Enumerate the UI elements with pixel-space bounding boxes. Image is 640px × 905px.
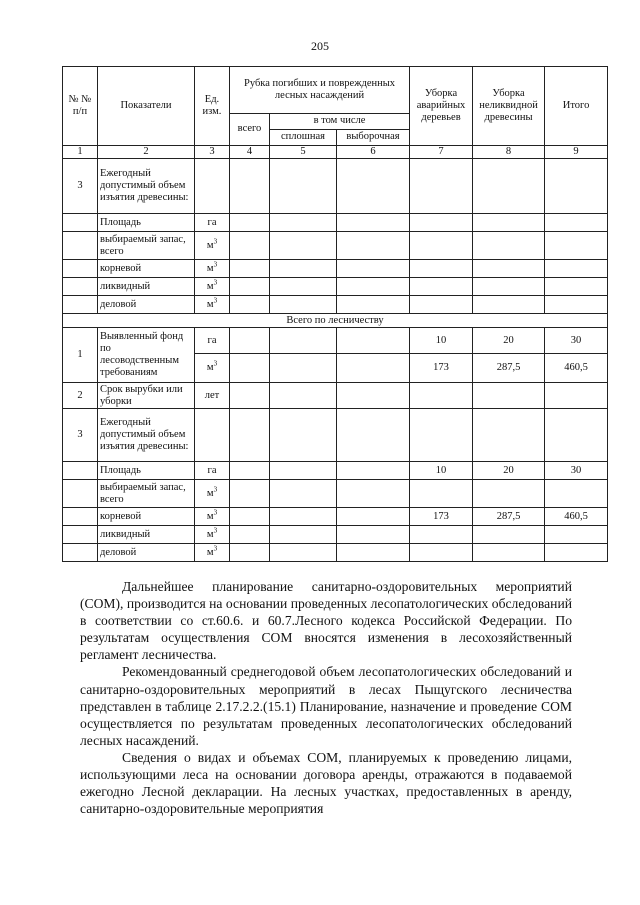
value-cell (410, 278, 473, 296)
value-cell (545, 159, 608, 214)
header-continuous: сплошная (270, 130, 337, 146)
section-title: Всего по лесничеству (63, 314, 608, 328)
unit-superscript: 3 (213, 359, 218, 368)
empty-cell (230, 328, 270, 354)
row-number: 1 (63, 328, 98, 383)
unit-cell (195, 409, 230, 462)
empty-cell (270, 159, 337, 214)
empty-cell (337, 462, 410, 480)
unit-text: м (206, 546, 214, 558)
value-cell (410, 409, 473, 462)
empty-cell (337, 232, 410, 260)
col-number: 5 (270, 146, 337, 159)
empty-cell (337, 260, 410, 278)
value-cell (545, 383, 608, 409)
unit-cell (195, 462, 230, 480)
value-cell (473, 296, 545, 314)
header-logging: Рубка погибших и поврежденных лесных насаждений (230, 67, 410, 114)
unit-superscript: 3 (213, 260, 218, 269)
row-label: Ежегодный допустимый объем изъятия древесины: (98, 409, 195, 462)
empty-cell (230, 544, 270, 562)
unit-text: лет (204, 389, 220, 401)
empty-cell (230, 260, 270, 278)
row-label: Срок вырубки или уборки (98, 383, 195, 409)
empty-cell (270, 409, 337, 462)
row-number: 3 (63, 409, 98, 462)
value-cell: 30 (545, 462, 608, 480)
table-row (63, 409, 608, 462)
table-row (63, 508, 608, 526)
unit-cell (195, 278, 230, 296)
value-cell (473, 480, 545, 508)
value-cell (410, 544, 473, 562)
empty-cell (337, 409, 410, 462)
empty-cell (230, 296, 270, 314)
unit-text: м (206, 487, 214, 499)
table-row (63, 328, 608, 354)
value-cell: 173 (410, 354, 473, 383)
empty-cell (270, 328, 337, 354)
value-cell: 20 (473, 328, 545, 354)
empty-cell (270, 278, 337, 296)
row-label: ликвидный (98, 526, 195, 544)
row-number (63, 480, 98, 508)
empty-cell (270, 296, 337, 314)
row-label: корневой (98, 508, 195, 526)
value-cell: 460,5 (545, 354, 608, 383)
paragraph: Рекомендованный среднегодовой объем лесопатологических обследований и санитарно-оздоровительных мероприятий в лесах Пыщугского лесничества представлен в таблице 2.17.2.2.(15.1) Планирование, назначение и проведение СОМ осуществляется по результатам проведенных лесопатологических обследований лесных насаждений. (80, 664, 572, 748)
value-cell (545, 409, 608, 462)
unit-cell (195, 328, 230, 354)
row-number (63, 278, 98, 296)
unit-text: м (206, 262, 214, 274)
unit-cell (195, 214, 230, 232)
table-row (63, 544, 608, 562)
value-cell (545, 296, 608, 314)
table-row (63, 232, 608, 260)
empty-cell (230, 409, 270, 462)
unit-text: м (206, 298, 214, 310)
empty-cell (337, 544, 410, 562)
table-row (63, 296, 608, 314)
table-row (63, 462, 608, 480)
value-cell (410, 383, 473, 409)
empty-cell (270, 544, 337, 562)
value-cell: 460,5 (545, 508, 608, 526)
header-unit: Ед. изм. (195, 67, 230, 146)
col-number: 3 (195, 146, 230, 159)
value-cell (473, 260, 545, 278)
value-cell (473, 409, 545, 462)
empty-cell (230, 508, 270, 526)
row-label: Ежегодный допустимый объем изъятия древесины: (98, 159, 195, 214)
row-number (63, 232, 98, 260)
row-label: выбираемый запас, всего (98, 232, 195, 260)
value-cell (545, 480, 608, 508)
unit-cell (195, 480, 230, 508)
empty-cell (337, 159, 410, 214)
body-text (80, 578, 572, 817)
row-number: 3 (63, 159, 98, 214)
header-selective: выборочная (337, 130, 410, 146)
unit-cell (195, 260, 230, 278)
value-cell (473, 383, 545, 409)
unit-cell (195, 296, 230, 314)
header-illiquid: Уборка неликвидной древесины (473, 67, 545, 146)
row-number (63, 462, 98, 480)
empty-cell (337, 354, 410, 383)
empty-cell (337, 214, 410, 232)
col-number: 6 (337, 146, 410, 159)
empty-cell (337, 278, 410, 296)
row-label: деловой (98, 544, 195, 562)
empty-cell (270, 480, 337, 508)
header-sum: Итого (545, 67, 608, 146)
col-number: 8 (473, 146, 545, 159)
value-cell (473, 214, 545, 232)
row-label: корневой (98, 260, 195, 278)
unit-superscript: 3 (213, 544, 218, 553)
unit-cell (195, 383, 230, 409)
value-cell: 20 (473, 462, 545, 480)
unit-text: м (206, 362, 214, 374)
unit-text: га (207, 464, 217, 476)
header-num: № № п/п (63, 67, 98, 146)
value-cell: 10 (410, 328, 473, 354)
value-cell (410, 296, 473, 314)
header-total: всего (230, 114, 270, 146)
unit-text: га (207, 216, 217, 228)
value-cell: 10 (410, 462, 473, 480)
table-row (63, 526, 608, 544)
row-label: Выявленный фонд по лесоводственным требованиям (98, 328, 195, 383)
empty-cell (270, 232, 337, 260)
empty-cell (270, 260, 337, 278)
row-number (63, 214, 98, 232)
table-row (63, 260, 608, 278)
unit-superscript: 3 (213, 296, 218, 305)
row-number (63, 526, 98, 544)
col-number: 9 (545, 146, 608, 159)
value-cell (473, 159, 545, 214)
empty-cell (270, 214, 337, 232)
empty-cell (337, 480, 410, 508)
empty-cell (337, 508, 410, 526)
header-indicators: Показатели (98, 67, 195, 146)
row-number: 2 (63, 383, 98, 409)
value-cell: 30 (545, 328, 608, 354)
unit-superscript: 3 (213, 508, 218, 517)
empty-cell (230, 278, 270, 296)
row-number (63, 260, 98, 278)
value-cell (410, 214, 473, 232)
empty-cell (270, 354, 337, 383)
value-cell (545, 526, 608, 544)
page-number: 205 (311, 39, 329, 53)
empty-cell (230, 383, 270, 409)
row-label: Площадь (98, 462, 195, 480)
row-label: Площадь (98, 214, 195, 232)
value-cell (545, 214, 608, 232)
empty-cell (337, 383, 410, 409)
empty-cell (337, 328, 410, 354)
col-number: 1 (63, 146, 98, 159)
section-row (63, 314, 608, 328)
unit-superscript: 3 (213, 237, 218, 246)
value-cell: 287,5 (473, 354, 545, 383)
col-number: 2 (98, 146, 195, 159)
empty-cell (270, 383, 337, 409)
empty-cell (337, 526, 410, 544)
value-cell (473, 544, 545, 562)
value-cell (473, 232, 545, 260)
unit-cell (195, 159, 230, 214)
table-row (63, 480, 608, 508)
empty-cell (230, 526, 270, 544)
empty-cell (230, 480, 270, 508)
value-cell (410, 260, 473, 278)
unit-superscript: 3 (213, 485, 218, 494)
unit-text: м (206, 528, 214, 540)
table-row (63, 214, 608, 232)
unit-superscript: 3 (213, 278, 218, 287)
unit-cell (195, 508, 230, 526)
value-cell (410, 232, 473, 260)
empty-cell (270, 462, 337, 480)
row-number (63, 544, 98, 562)
value-cell (545, 232, 608, 260)
value-cell (545, 278, 608, 296)
table-row (63, 159, 608, 214)
value-cell (545, 544, 608, 562)
table-row (63, 278, 608, 296)
row-label: выбираемый запас, всего (98, 480, 195, 508)
row-label: ликвидный (98, 278, 195, 296)
col-number: 7 (410, 146, 473, 159)
header-including: в том числе (270, 114, 410, 130)
col-number: 4 (230, 146, 270, 159)
empty-cell (270, 508, 337, 526)
unit-text: га (207, 334, 217, 346)
table-body (63, 67, 608, 562)
paragraph: Сведения о видах и объемах СОМ, планируемых к проведению лицами, использующими леса на основании договора аренды, отражаются в подаваемой ежегодно Лесной декларации. На лесных участках, предоставленных в аренду, санитарно-оздоровительные мероприятия (80, 749, 572, 817)
unit-superscript: 3 (213, 526, 218, 535)
value-cell (473, 526, 545, 544)
value-cell (410, 480, 473, 508)
value-cell: 287,5 (473, 508, 545, 526)
empty-cell (230, 159, 270, 214)
row-number (63, 296, 98, 314)
empty-cell (270, 526, 337, 544)
unit-cell (195, 544, 230, 562)
header-emergency: Уборка аварийных деревьев (410, 67, 473, 146)
empty-cell (230, 214, 270, 232)
unit-cell (195, 232, 230, 260)
empty-cell (337, 296, 410, 314)
row-number (63, 508, 98, 526)
value-cell: 173 (410, 508, 473, 526)
unit-text: м (206, 280, 214, 292)
value-cell (410, 526, 473, 544)
empty-cell (230, 354, 270, 383)
unit-text: м (206, 510, 214, 522)
row-label: деловой (98, 296, 195, 314)
empty-cell (230, 462, 270, 480)
unit-text: м (206, 239, 214, 251)
empty-cell (230, 232, 270, 260)
value-cell (545, 260, 608, 278)
unit-cell (195, 354, 230, 383)
value-cell (473, 278, 545, 296)
value-cell (410, 159, 473, 214)
unit-cell (195, 526, 230, 544)
forest-table (62, 66, 608, 562)
table-row (63, 383, 608, 409)
paragraph: Дальнейшее планирование санитарно-оздоровительных мероприятий (СОМ), производится на основании проведенных лесопатологических обследований в соответствии со ст.60.6. и 60.7.Лесного кодекса Российской Федерации. По результатам осуществления СОМ вносятся изменения в лесохозяйственный регламент лесничества. (80, 579, 572, 663)
